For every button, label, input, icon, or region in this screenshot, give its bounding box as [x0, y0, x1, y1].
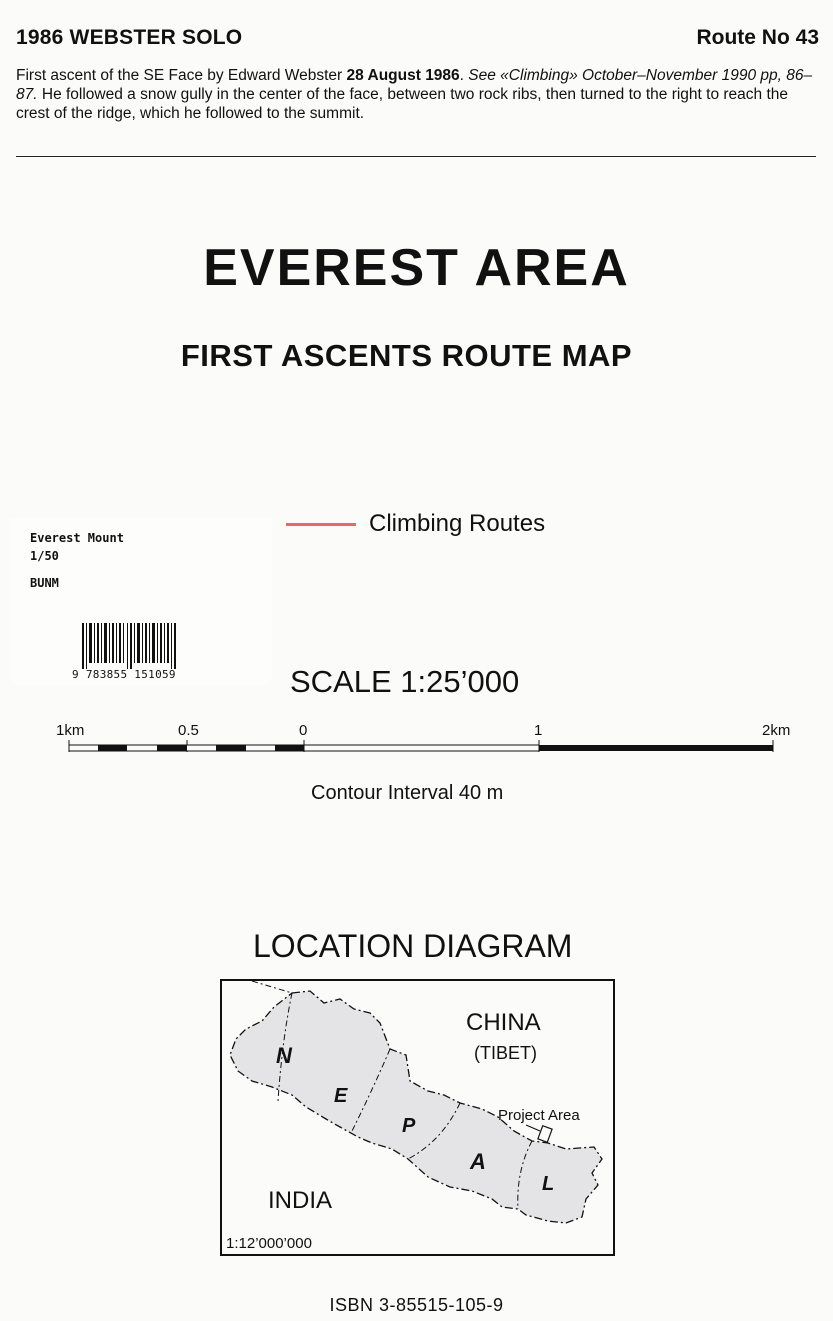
project-area-label: Project Area	[498, 1107, 580, 1124]
nepal-letter-e: E	[334, 1085, 348, 1107]
map-subtitle: FIRST ASCENTS ROUTE MAP	[180, 338, 633, 373]
scale-tick-0: 0	[299, 722, 308, 739]
ascent-date: 28 August 1986	[346, 67, 460, 84]
route-number: Route No 43	[696, 26, 819, 49]
description-route: He followed a snow gully in the center of the face, between two rock ribs, then turned to the right to reach the crest of the ridge, which he followed to the summit.	[16, 86, 789, 122]
location-scale: 1:12’000’000	[226, 1235, 312, 1252]
tibet-label: (TIBET)	[474, 1043, 537, 1063]
nepal-letter-l: L	[542, 1173, 555, 1195]
nepal-letter-p: P	[402, 1115, 416, 1137]
contour-interval: Contour Interval 40 m	[311, 782, 504, 804]
project-area-marker	[538, 1126, 552, 1143]
scale-tick-1: 1	[534, 722, 543, 739]
scale-tick-2km: 2km	[762, 722, 791, 739]
border-line	[252, 981, 292, 993]
description-period: .	[459, 67, 469, 84]
china-label: CHINA	[466, 1009, 541, 1036]
route-title: 1986 WEBSTER SOLO	[16, 26, 243, 49]
nepal-letter-a: A	[470, 1149, 486, 1174]
barcode	[82, 623, 178, 669]
nepal-letter-n: N	[276, 1043, 292, 1068]
india-label: INDIA	[268, 1187, 333, 1214]
project-area-leader	[526, 1125, 540, 1131]
route-description	[16, 66, 824, 123]
location-diagram-title: LOCATION DIAGRAM	[253, 928, 573, 964]
legend-label: Climbing Routes	[369, 510, 546, 537]
location-diagram	[220, 979, 615, 1256]
sticker-volume: 1/50	[30, 549, 59, 563]
sticker-title: Everest Mount	[30, 531, 124, 545]
description-text: First ascent of the SE Face by Edward Webster	[16, 67, 347, 84]
scale-bar	[60, 738, 780, 758]
sticker-code: BUNM	[30, 576, 59, 590]
scale-tick-1km: 1km	[56, 722, 85, 739]
climbing-route-swatch	[286, 523, 356, 526]
magazine-reference: See «Climbing» October–November 1990 pp, 86–87.	[16, 67, 813, 103]
map-title: EVEREST AREA	[203, 239, 630, 297]
header-divider	[16, 156, 816, 157]
scale-tick-half: 0.5	[178, 722, 199, 739]
isbn: ISBN 3-85515-105-9	[329, 1295, 504, 1315]
barcode-number: 9 783855 151059	[72, 668, 176, 681]
scale-label: SCALE 1:25’000	[290, 664, 520, 699]
